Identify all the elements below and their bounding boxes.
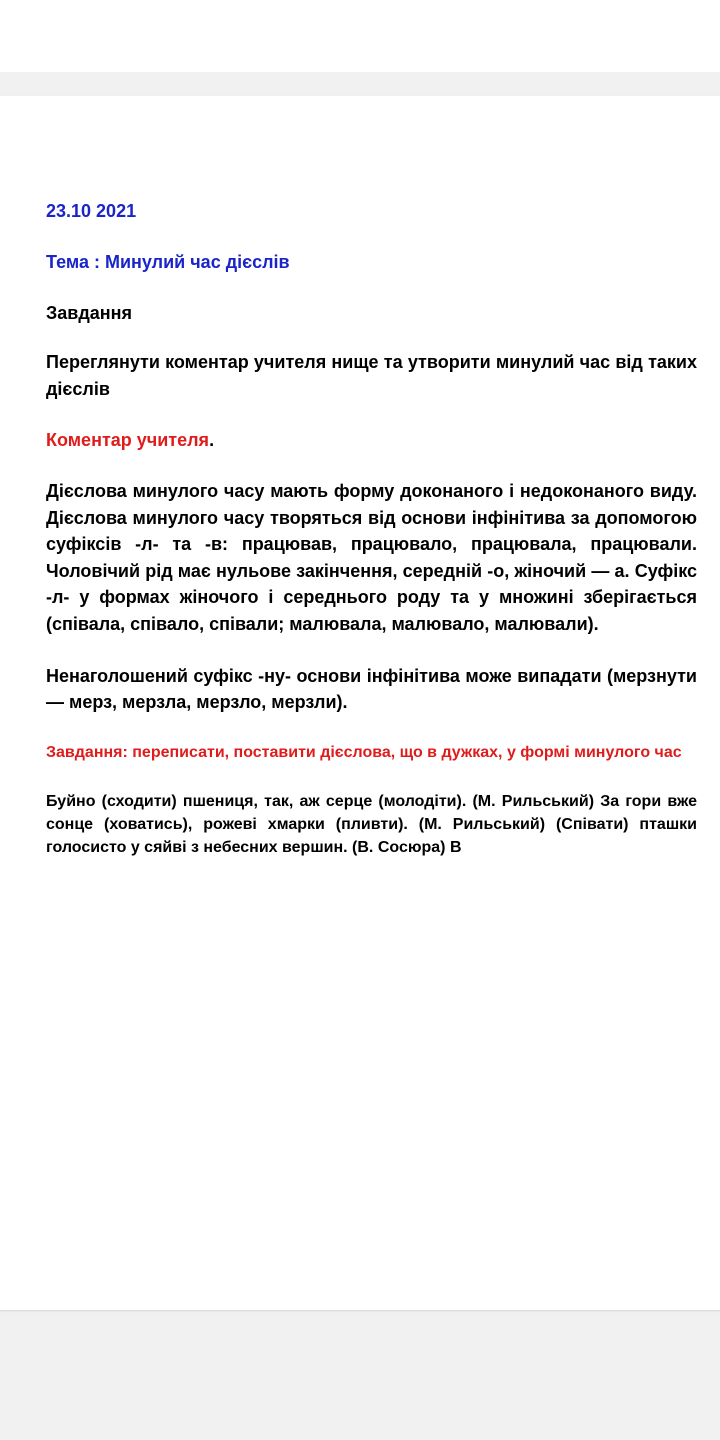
grammar-paragraph-2: Ненаголошений суфікс -ну- основи інфінітива може випадати (мерзнути — мерз, мерзла, мерзло, мерзли). [46,665,697,713]
document-date: 23.10 2021 [46,201,137,221]
grammar-paragraph-1: Дієслова минулого часу мають форму доконаного і недоконаного виду. Дієслова минулого часу творяться від основи інфінітива за допомогою суфіксів -л- та -в: працював, працювало, працювала, працювали. Чоловічий рід має нульове закінчення, середній -о, жіночий — а. Суфікс -л- у формах жіночого і середнього роду та у множині зберігається (співала, співало, співали; малювала, малювало, малювали). [46,481,697,634]
task-heading: Завдання [46,303,133,323]
lesson-theme: Тема : Минулий час дієслів [46,252,290,272]
teacher-comment-heading-text: Коментар учителя [46,430,210,450]
teacher-comment-heading [46,429,697,451]
document-page[interactable] [0,96,720,1310]
exercise-text: Буйно (сходити) пшениця, так, аж серце (молодіти). (М. Рильський) За гори вже сонце (ховатись), рожеві хмарки (пливти). (М. Рильський) (Співати) пташки голосисто у сяйві з небесних вершин. (В. Сосюра) В [46,792,697,856]
teacher-comment-heading-period: . [209,430,215,450]
task-instructions: Переглянути коментар учителя нище та утворити минулий час від таких дієслів [46,352,697,399]
document-content [46,200,697,859]
top-toolbar-area [0,0,720,72]
assignment-instructions: Завдання: переписати, поставити дієслова, що в дужках, у формі минулого час [46,743,682,761]
